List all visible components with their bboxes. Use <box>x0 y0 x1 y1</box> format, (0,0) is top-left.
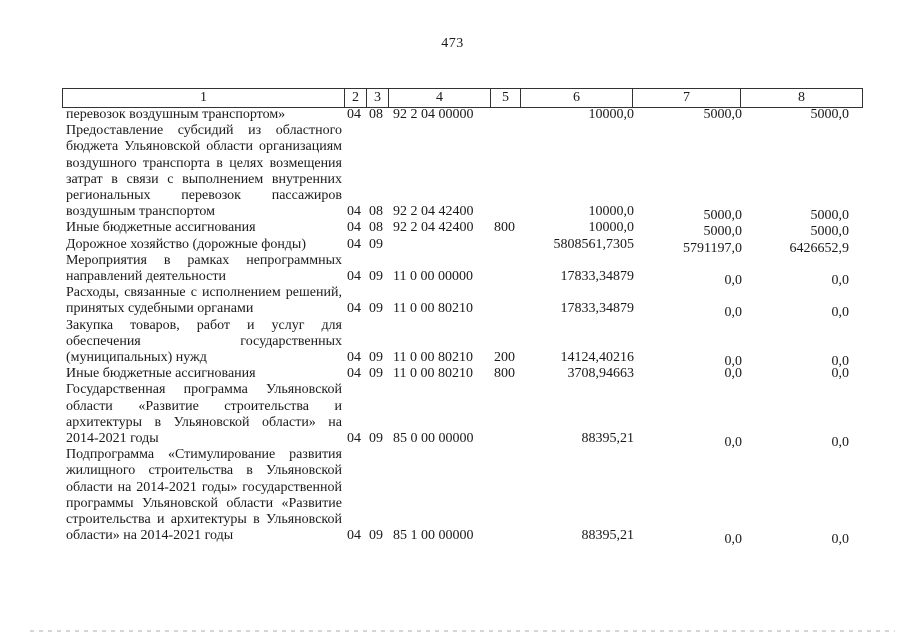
budget-table-body <box>66 107 856 548</box>
row-amount-year2: 5791197,0 <box>683 240 742 256</box>
row-vr: 800 <box>494 366 515 382</box>
header-col-1: 1 <box>63 89 345 108</box>
row-amount-year1: 10000,0 <box>588 204 634 220</box>
table-row <box>66 107 856 123</box>
row-amount-year2: 0,0 <box>724 435 742 451</box>
scan-edge-artifact <box>30 630 895 632</box>
row-amount-year2: 5000,0 <box>703 107 742 122</box>
row-csr: 92 2 04 42400 <box>393 220 474 236</box>
row-amount-year1: 5808561,7305 <box>553 236 634 252</box>
row-amount-year3: 0,0 <box>831 435 849 451</box>
row-pr: 09 <box>369 528 383 544</box>
row-amount-year3: 0,0 <box>831 354 849 370</box>
row-csr: 11 0 00 80210 <box>393 366 473 382</box>
column-number-header <box>62 88 863 108</box>
row-pr: 09 <box>369 350 383 366</box>
header-col-5: 5 <box>491 89 521 108</box>
row-name: перевозок воздушным транспортом» <box>66 107 286 122</box>
row-rz: 04 <box>347 269 361 285</box>
row-name: Закупка товаров, работ и услуг для обеспечения государственных (муниципальных) нужд <box>66 317 342 366</box>
row-amount-year3: 5000,0 <box>810 224 849 240</box>
row-amount-year3: 0,0 <box>831 305 849 321</box>
table-row <box>66 366 856 382</box>
row-amount-year1: 3708,94663 <box>567 366 634 382</box>
header-col-7: 7 <box>633 89 741 108</box>
row-pr: 09 <box>369 236 383 252</box>
row-amount-year1: 88395,21 <box>581 528 634 544</box>
table-row <box>66 317 856 370</box>
row-amount-year2: 0,0 <box>724 532 742 548</box>
row-pr: 09 <box>369 301 383 317</box>
table-row <box>66 123 856 224</box>
row-amount-year1: 10000,0 <box>588 107 634 122</box>
header-col-8: 8 <box>741 89 863 108</box>
row-vr: 800 <box>494 220 515 236</box>
row-pr: 09 <box>369 431 383 447</box>
row-csr: 85 0 00 00000 <box>393 431 474 447</box>
row-csr: 11 0 00 80210 <box>393 301 473 317</box>
row-csr: 92 2 04 00000 <box>393 107 474 122</box>
row-amount-year3: 5000,0 <box>810 208 849 224</box>
row-name: Иные бюджетные ассигнования <box>66 366 256 382</box>
row-amount-year2: 0,0 <box>724 366 742 382</box>
table-row <box>66 285 856 321</box>
row-amount-year2: 0,0 <box>724 305 742 321</box>
row-amount-year3: 6426652,9 <box>789 240 849 256</box>
row-rz: 04 <box>347 528 361 544</box>
row-amount-year3: 0,0 <box>831 273 849 289</box>
row-rz: 04 <box>347 107 361 122</box>
page-number: 473 <box>441 36 464 51</box>
table-row <box>66 252 856 289</box>
table-row <box>66 447 856 548</box>
row-amount-year1: 10000,0 <box>588 220 634 236</box>
row-amount-year3: 0,0 <box>831 532 849 548</box>
row-amount-year3: 0,0 <box>831 366 849 382</box>
row-amount-year2: 0,0 <box>724 354 742 370</box>
row-rz: 04 <box>347 236 361 252</box>
row-amount-year1: 17833,34879 <box>560 301 634 317</box>
row-rz: 04 <box>347 301 361 317</box>
header-col-4: 4 <box>389 89 491 108</box>
row-name: Подпрограмма «Стимулирование развития жилищного строительства в Ульяновской области на 2014-2021 годы» государственной программы Ульяновской области «Развитие строительства и архитектуры в Ульяновской области» на 2014-2021 годы <box>66 447 342 544</box>
row-pr: 08 <box>369 220 383 236</box>
row-amount-year1: 14124,40216 <box>560 350 634 366</box>
row-csr: 11 0 00 00000 <box>393 269 473 285</box>
header-col-2: 2 <box>345 89 367 108</box>
row-amount-year1: 17833,34879 <box>560 269 634 285</box>
row-amount-year2: 5000,0 <box>703 208 742 224</box>
row-amount-year1: 88395,21 <box>581 431 634 447</box>
row-name: Расходы, связанные с исполнением решений, принятых судебными органами <box>66 285 342 317</box>
row-pr: 09 <box>369 269 383 285</box>
row-rz: 04 <box>347 431 361 447</box>
row-amount-year2: 0,0 <box>724 273 742 289</box>
row-name: Предоставление субсидий из областного бюджета Ульяновской области организациям воздушного транспорта в целях возмещения затрат в связи с выполнением внутренних региональных перевозок пассажиров воздушным транспортом <box>66 123 342 220</box>
row-name: Иные бюджетные ассигнования <box>66 220 256 236</box>
row-rz: 04 <box>347 350 361 366</box>
header-col-6: 6 <box>521 89 633 108</box>
row-csr: 92 2 04 42400 <box>393 204 474 220</box>
row-csr: 11 0 00 80210 <box>393 350 473 366</box>
table-row <box>66 236 856 256</box>
row-name: Государственная программа Ульяновской области «Развитие строительства и архитектуры в Ульяновской области» на 2014-2021 годы <box>66 382 342 447</box>
table-row <box>66 382 856 451</box>
row-rz: 04 <box>347 220 361 236</box>
row-pr: 08 <box>369 204 383 220</box>
row-pr: 09 <box>369 366 383 382</box>
row-rz: 04 <box>347 366 361 382</box>
header-col-3: 3 <box>367 89 389 108</box>
row-amount-year3: 5000,0 <box>810 107 849 122</box>
row-rz: 04 <box>347 204 361 220</box>
row-pr: 08 <box>369 107 383 122</box>
row-name: Дорожное хозяйство (дорожные фонды) <box>66 236 307 252</box>
row-vr: 200 <box>494 350 515 366</box>
row-csr: 85 1 00 00000 <box>393 528 474 544</box>
row-amount-year2: 5000,0 <box>703 224 742 240</box>
row-name: Мероприятия в рамках непрограммных направлений деятельности <box>66 252 342 285</box>
table-row <box>66 220 856 240</box>
